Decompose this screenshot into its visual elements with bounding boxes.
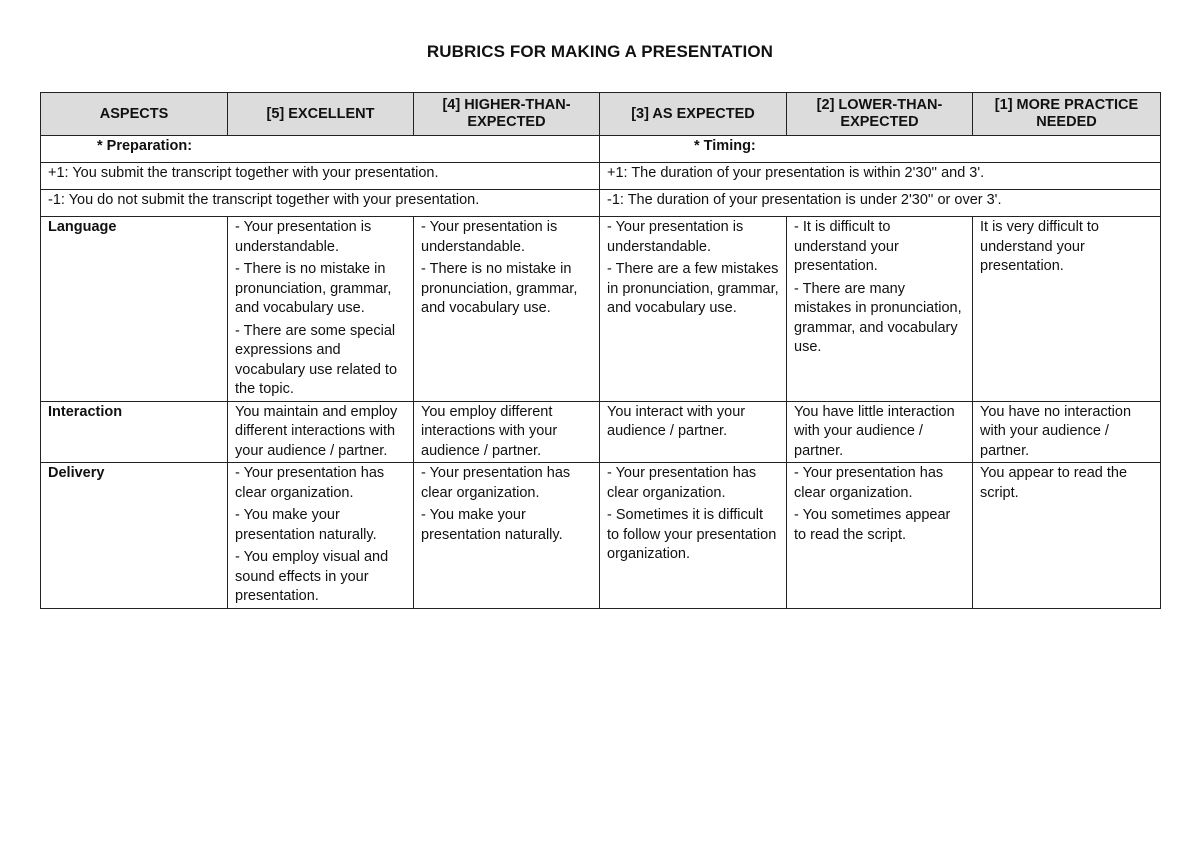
cell-language-4 [414, 217, 600, 402]
criterion: You interact with your audience / partner. [607, 403, 746, 439]
cell-delivery-2 [787, 463, 973, 609]
table-row-interaction [41, 401, 1161, 463]
cell-interaction-5 [228, 401, 414, 463]
criterion: - Your presentation has clear organization. [607, 465, 757, 501]
header-row [41, 93, 1161, 136]
aspect-interaction: Interaction [41, 401, 228, 463]
criterion: - It is difficult to understand your presentation. [794, 219, 899, 274]
preparation-heading: * Preparation: [41, 136, 600, 163]
note-minus-row [41, 190, 1161, 217]
criterion: - Your presentation has clear organization. [794, 465, 944, 501]
preparation-minus: -1: You do not submit the transcript together with your presentation. [41, 190, 600, 217]
cell-language-5 [228, 217, 414, 402]
criterion: - Your presentation is understandable. [235, 219, 372, 255]
table-row-delivery [41, 463, 1161, 609]
criterion: - There is no mistake in pronunciation, grammar, and vocabulary use. [235, 261, 392, 316]
table-row-language [41, 217, 1161, 402]
timing-plus: +1: The duration of your presentation is within 2'30'' and 3'. [600, 163, 1161, 190]
criterion: You have little interaction with your audience / partner. [794, 403, 955, 459]
header-lower-than-expected: [2] LOWER-THAN-EXPECTED [787, 93, 973, 136]
criterion: - Your presentation is understandable. [421, 219, 558, 255]
criterion: - There are many mistakes in pronunciation, grammar, and vocabulary use. [794, 280, 962, 355]
cell-delivery-1 [973, 463, 1161, 609]
criterion: - There is no mistake in pronunciation, grammar, and vocabulary use. [421, 261, 578, 316]
cell-interaction-2 [787, 401, 973, 463]
criterion: You employ different interactions with your audience / partner. [421, 403, 558, 459]
header-more-practice-needed: [1] MORE PRACTICE NEEDED [973, 93, 1161, 136]
note-plus-row [41, 163, 1161, 190]
timing-minus: -1: The duration of your presentation is under 2'30'' or over 3'. [600, 190, 1161, 217]
criterion: - Sometimes it is difficult to follow your presentation organization. [607, 507, 777, 562]
criterion: It is very difficult to understand your presentation. [980, 219, 1099, 274]
criterion: - There are some special expressions and vocabulary use related to the topic. [235, 322, 398, 397]
criterion: - You sometimes appear to read the script. [794, 507, 951, 543]
criterion: - Your presentation has clear organization. [421, 465, 571, 501]
criterion: - You make your presentation naturally. [421, 507, 563, 543]
header-aspects: ASPECTS [41, 93, 228, 136]
aspect-delivery: Delivery [41, 463, 228, 609]
document-title: RUBRICS FOR MAKING A PRESENTATION [426, 42, 774, 61]
cell-language-2 [787, 217, 973, 402]
preparation-plus: +1: You submit the transcript together with your presentation. [41, 163, 600, 190]
cell-delivery-4 [414, 463, 600, 609]
criterion: You maintain and employ different interactions with your audience / partner. [235, 403, 398, 459]
timing-heading: * Timing: [600, 136, 1161, 163]
cell-interaction-4 [414, 401, 600, 463]
cell-language-1 [973, 217, 1161, 402]
cell-interaction-1 [973, 401, 1161, 463]
cell-delivery-3 [600, 463, 787, 609]
criterion: - Your presentation is understandable. [607, 219, 744, 255]
criterion: You have no interaction with your audience / partner. [980, 403, 1132, 459]
aspect-language: Language [41, 217, 228, 402]
header-excellent: [5] EXCELLENT [228, 93, 414, 136]
header-higher-than-expected: [4] HIGHER-THAN-EXPECTED [414, 93, 600, 136]
cell-interaction-3 [600, 401, 787, 463]
criterion: - Your presentation has clear organization. [235, 465, 385, 501]
criterion: You appear to read the script. [980, 465, 1128, 501]
criterion: - You make your presentation naturally. [235, 507, 377, 543]
rubric-table [40, 92, 1161, 609]
criterion: - There are a few mistakes in pronunciation, grammar, and vocabulary use. [607, 261, 779, 316]
criterion: - You employ visual and sound effects in your presentation. [235, 549, 389, 604]
cell-delivery-5 [228, 463, 414, 609]
header-as-expected: [3] AS EXPECTED [600, 93, 787, 136]
note-heading-row [41, 136, 1161, 163]
cell-language-3 [600, 217, 787, 402]
